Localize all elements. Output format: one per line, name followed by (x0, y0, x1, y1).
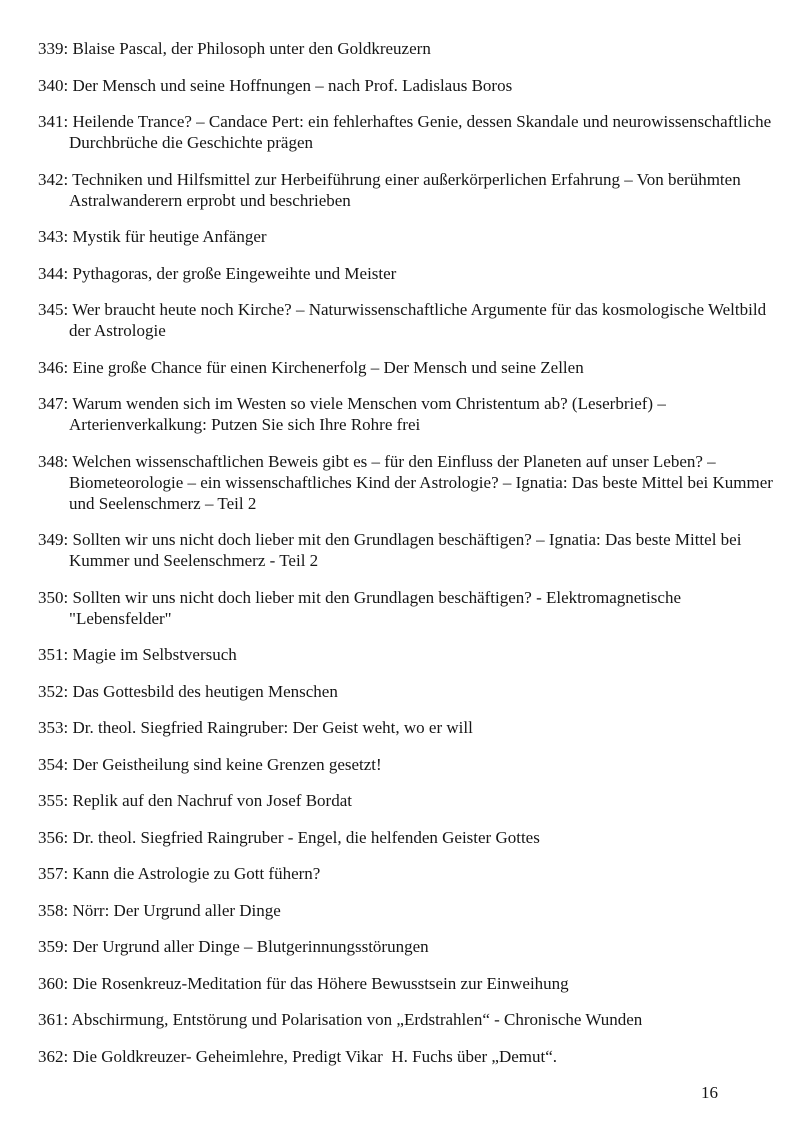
entry-number: 355: (38, 791, 73, 810)
entry-number: 343: (38, 227, 73, 246)
toc-entry (38, 717, 785, 738)
entry-number: 348: (38, 451, 73, 471)
entry-number: 359: (38, 937, 73, 956)
entry-number: 357: (38, 864, 73, 883)
toc-entry (38, 451, 785, 514)
toc-entry (38, 936, 785, 957)
entry-number: 356: (38, 827, 73, 847)
entry-number: 346: (38, 357, 73, 377)
entry-title: Nörr: Der Urgrund aller Dinge (72, 900, 281, 920)
toc-entry (38, 299, 785, 341)
entry-title: Sollten wir uns nicht doch lieber mit den Grundlagen beschäftigen? – Ignatia: Das beste Mittel bei Kummer und Seelenschmerz - Teil 2 (69, 530, 742, 570)
entry-number: 360: (38, 973, 73, 993)
toc-entry (38, 973, 785, 994)
toc-entry (38, 681, 785, 702)
toc-entry (38, 111, 785, 153)
toc-entry (38, 529, 785, 571)
entry-number: 345: (38, 300, 73, 319)
entry-title: Blaise Pascal, der Philosoph unter den Goldkreuzern (72, 39, 431, 58)
entry-number: 350: (38, 587, 73, 607)
entry-title: Welchen wissenschaftlichen Beweis gibt es – für den Einfluss der Planeten auf unser Leben? – Biometeorologie – ein wissenschaftliches Kind der Astrologie? – Ignatia: Das beste Mittel bei Kummer und Seelenschmerz – Teil 2 (69, 451, 773, 513)
entry-title: Replik auf den Nachruf von Josef Bordat (72, 791, 352, 810)
entry-title: Kann die Astrologie zu Gott fühern? (72, 864, 321, 883)
entry-title: Wer braucht heute noch Kirche? – Naturwissenschaftliche Argumente für das kosmologische Weltbild der Astrologie (69, 300, 767, 340)
entry-title: Abschirmung, Entstörung und Polarisation von „Erdstrahlen“ - Chronische Wunden (71, 1010, 643, 1029)
entry-title: Sollten wir uns nicht doch lieber mit den Grundlagen beschäftigen? - Elektromagnetische "Lebensfelder" (69, 587, 686, 628)
toc-entry (38, 357, 785, 378)
toc-entry (38, 790, 785, 811)
entry-title: Der Mensch und seine Hoffnungen – nach Prof. Ladislaus Boros (72, 75, 513, 95)
entry-title: Heilende Trance? – Candace Pert: ein fehlerhaftes Genie, dessen Skandale und neurowissenschaftliche Durchbrüche die Geschichte prägen (69, 112, 772, 152)
toc-entry (38, 754, 785, 775)
entry-number: 342: (38, 169, 73, 189)
entry-title: Dr. theol. Siegfried Raingruber - Engel, die helfenden Geister Gottes (72, 827, 540, 847)
entry-title: Magie im Selbstversuch (72, 645, 237, 664)
entry-title: Dr. theol. Siegfried Raingruber: Der Geist weht, wo er will (72, 718, 473, 737)
page-footer (38, 1082, 718, 1103)
page-number: 16 (701, 1083, 718, 1102)
toc-entry (38, 587, 785, 629)
toc-entry (38, 75, 785, 96)
entry-number: 361: (38, 1010, 72, 1029)
toc-entry (38, 226, 785, 247)
toc-entry (38, 38, 785, 59)
entry-title: Warum wenden sich im Westen so viele Menschen vom Christentum ab? (Leserbrief) – Arterienverkalkung: Putzen Sie sich Ihre Rohre frei (69, 394, 666, 434)
entry-number: 341: (38, 112, 73, 131)
entry-title: Techniken und Hilfsmittel zur Herbeiführung einer außerkörperlichen Erfahrung – Von berühmten Astralwanderern erprobt und beschrieben (69, 169, 741, 210)
entry-number: 362: (38, 1046, 73, 1066)
toc-entry (38, 1009, 785, 1030)
entry-number: 339: (38, 39, 73, 58)
entry-title: Der Geistheilung sind keine Grenzen gesetzt! (72, 754, 382, 774)
toc-entry (38, 644, 785, 665)
toc-entry (38, 1046, 785, 1067)
entry-number: 349: (38, 530, 73, 549)
toc-entry (38, 827, 785, 848)
entry-title: Der Urgrund aller Dinge – Blutgerinnungsstörungen (72, 937, 429, 956)
entry-title: Pythagoras, der große Eingeweihte und Meister (72, 263, 397, 283)
toc-entry (38, 393, 785, 435)
entry-number: 340: (38, 75, 73, 95)
toc-entry (38, 900, 785, 921)
entry-number: 358: (38, 900, 73, 920)
entry-number: 351: (38, 645, 73, 664)
toc-list (38, 38, 804, 1067)
entry-title: Mystik für heutige Anfänger (72, 227, 267, 246)
entry-title: Eine große Chance für einen Kirchenerfolg – Der Mensch und seine Zellen (72, 357, 584, 377)
entry-number: 353: (38, 718, 73, 737)
entry-title: Die Goldkreuzer- Geheimlehre, Predigt Vikar H. Fuchs über „Demut“. (72, 1046, 558, 1066)
toc-entry (38, 863, 785, 884)
entry-number: 354: (38, 754, 73, 774)
entry-title: Das Gottesbild des heutigen Menschen (72, 681, 338, 701)
entry-title: Die Rosenkreuz-Meditation für das Höhere Bewusstsein zur Einweihung (72, 973, 569, 993)
entry-number: 344: (38, 263, 73, 283)
entry-number: 347: (38, 394, 73, 413)
entry-number: 352: (38, 681, 73, 701)
toc-entry (38, 169, 785, 211)
toc-entry (38, 263, 785, 284)
